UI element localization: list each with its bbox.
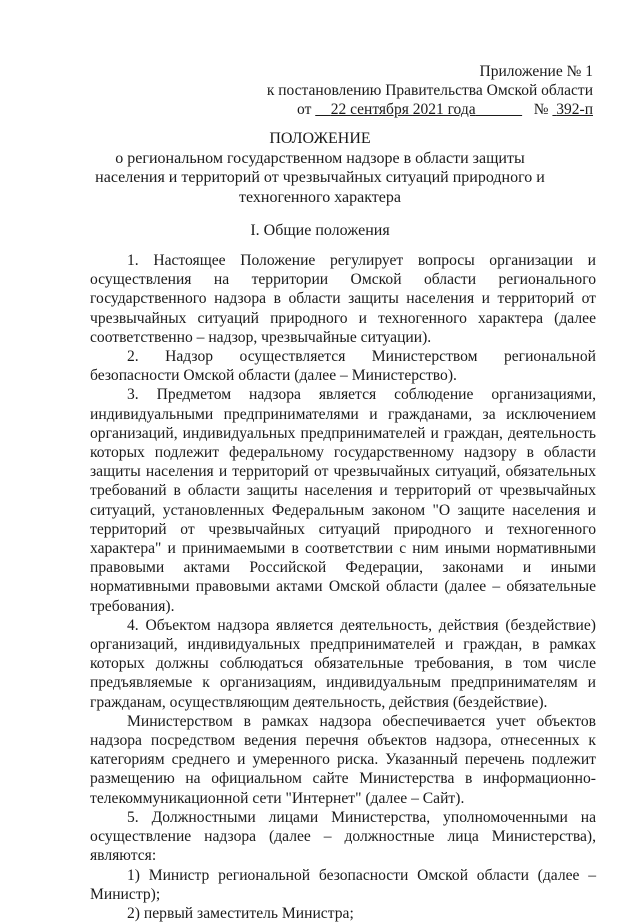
paragraph: 5. Должностными лицами Министерства, уполномоченными на осуществление надзора (далее – должностные лица Министерства), являются: bbox=[90, 808, 596, 865]
document-body bbox=[90, 251, 596, 923]
document-title bbox=[0, 129, 640, 207]
title-heading: ПОЛОЖЕНИЕ bbox=[269, 130, 371, 147]
paragraph: 4. Объектом надзора является деятельность, действия (бездействие) организаций, индивидуальных предпринимателей и граждан, в рамках которых должны соблюдаться обязательные требования, в том числе предъявляемые к организациям, индивидуальным предпринимателям и гражданам, осуществляющим деятельность, действия (бездействие). bbox=[90, 616, 596, 711]
paragraph: Министерством в рамках надзора обеспечивается учет объектов надзора посредством ведения перечня объектов надзора, отнесенных к категориям среднего и умеренного риска. Указанный перечень подлежит размещению на официальном сайте Министерства в информационно-телекоммуникационной сети "Интернет" (далее – Сайт). bbox=[90, 712, 596, 807]
paragraph: 1. Настоящее Положение регулирует вопросы организации и осуществления на территории Омской области регионального государственного надзора в области защиты населения и территорий от чрезвычайных ситуаций природного и техногенного характера (далее соответственно – надзор, чрезвычайные ситуации). bbox=[90, 252, 596, 346]
date-prefix: от bbox=[297, 101, 312, 118]
title-line-2: о региональном государственном надзоре в области защиты bbox=[115, 149, 525, 167]
appendix-number: Приложение № 1 bbox=[479, 63, 593, 80]
section-heading: I. Общие положения bbox=[250, 222, 390, 239]
appendix-date-line bbox=[267, 100, 593, 119]
paragraph: 1) Министр региональной безопасности Омской области (далее – Министр); bbox=[90, 866, 596, 903]
number-value: 392-п bbox=[556, 101, 593, 118]
paragraph: 3. Предметом надзора является соблюдение организациями, индивидуальными предпринимателями и гражданами, за исключением организаций, индивидуальных предпринимателей и граждан, деятельность которых подлежит федеральному государственному надзору в области защиты населения и территорий от чрезвычайных ситуаций, обязательных требований в области защиты населения и территорий от чрезвычайных ситуаций, установленных Федеральным законом "О защите населения и территорий от чрезвычайных ситуаций природного и техногенного характера" и принимаемыми в соответствии с ним иными нормативными правовыми актами Российской Федерации, законами и иными нормативными правовыми актами Омской области (далее – обязательные требования). bbox=[90, 386, 596, 615]
appendix-reference: к постановлению Правительства Омской области bbox=[266, 82, 593, 99]
paragraph: 2. Надзор осуществляется Министерством региональной безопасности Омской области (далее – Министерство). bbox=[90, 348, 596, 385]
appendix-header bbox=[267, 62, 593, 119]
title-line-4: техногенного характера bbox=[239, 188, 401, 206]
paragraph: 2) первый заместитель Министра; bbox=[127, 904, 354, 922]
number-label: № bbox=[533, 101, 549, 118]
title-line-3: населения и территорий от чрезвычайных ситуаций природного и bbox=[95, 169, 545, 186]
date-value: 22 сентября 2021 года bbox=[330, 101, 476, 118]
